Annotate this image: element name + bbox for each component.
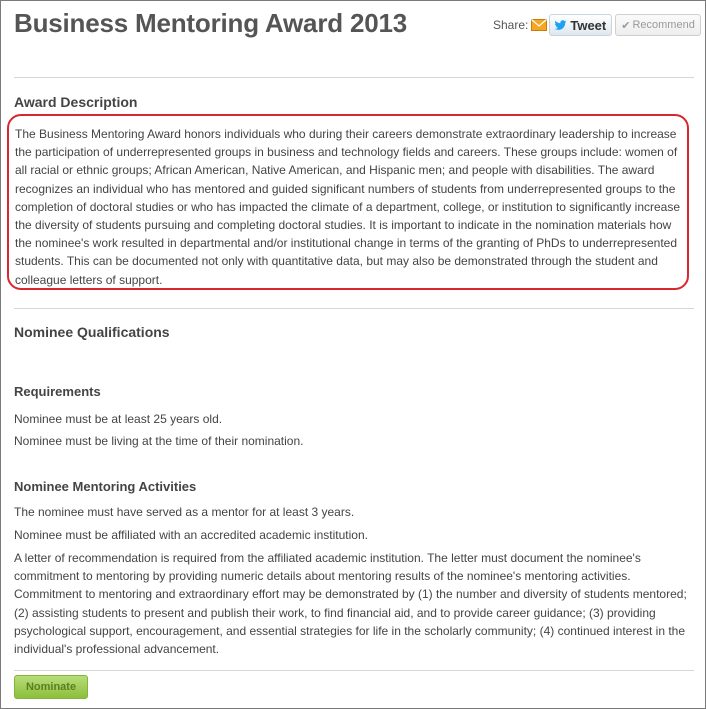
page-title: Business Mentoring Award 2013 [14,8,407,38]
divider [14,670,694,671]
recommend-button[interactable] [615,14,701,36]
activity-item: The nominee must have served as a mentor for at least 3 years. [14,505,355,519]
envelope-icon[interactable] [531,18,547,32]
tweet-label: Tweet [570,17,607,33]
divider [14,308,694,309]
share-label: Share: [493,18,529,32]
mentoring-activities-heading: Nominee Mentoring Activities [14,479,197,494]
recommendation-letter-paragraph: A letter of recommendation is required from the affiliated academic institution. The letter must document the nominee's commitment to mentoring by providing numeric details about mentoring results of the nominee's mentoring activities. Commitment to mentoring and extraordinary effort may be demonstrated by (1) the number and diversity of students mentored; (2) assisting students to present and publish their work, to find financial aid, and to provide career guidance; (3) providing psychological support, encouragement, and essential strategies for life in the scholarly community; (4) continued interest in the individual's professional advancement. [14,551,687,657]
requirements-heading: Requirements [14,384,101,399]
checkmark-icon: ✔ [621,19,631,32]
activity-item: Nominee must be affiliated with an accredited academic institution. [14,528,368,542]
requirement-item: Nominee must be living at the time of their nomination. [14,434,304,448]
award-description-heading: Award Description [14,94,138,110]
divider [14,77,694,78]
nominee-qualifications-heading: Nominee Qualifications [14,324,170,340]
share-bar [493,14,701,36]
award-description-text: The Business Mentoring Award honors individuals who during their careers demonstrate extraordinary leadership to increase the participation of underrepresented groups in business and technology fields and careers. These groups include: women of all racial or ethnic groups; African American, Native American, and Hispanic men; and people with disabilities. The award recognizes an individual who has mentored and guided significant numbers of students from underrepresented groups to the completion of doctoral studies or who has impacted the climate of a department, college, or institution to significantly increase the diversity of students pursuing and completing doctoral studies. It is important to indicate in the nomination materials how the nominee's work resulted in departmental and/or institutional change in terms of the granting of PhDs to underrepresented students. This can be documented not only with quantitative data, but may also be demonstrated through the student and colleague letters of support. [15,127,681,287]
nominate-button[interactable]: Nominate [14,675,88,699]
tweet-button[interactable] [549,14,612,36]
twitter-bird-icon [554,20,567,31]
requirement-item: Nominee must be at least 25 years old. [14,412,223,426]
recommend-label: Recommend [632,19,695,31]
